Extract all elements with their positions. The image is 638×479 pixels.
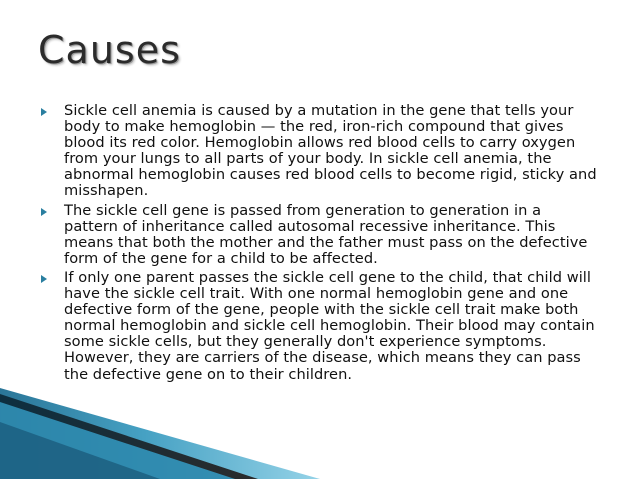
triangle-arrow-icon xyxy=(41,275,47,283)
slide-title: Causes xyxy=(38,28,181,72)
bullet-text: If only one parent passes the sickle cell gene to the child, that child will have the sickle cell trait. With one normal hemoglobin gene and one defective form of the gene, people with the sickle cell trait make both normal hemoglobin and sickle cell hemoglobin. Their blood may contain some sickle cells, but they generally don't experience symptoms. However, they are carriers of the disease, which means they can pass the defective gene on to their children. xyxy=(64,268,595,383)
bullet-text: Sickle cell anemia is caused by a mutation in the gene that tells your body to make hemoglobin — the red, iron-rich compound that gives blood its red color. Hemoglobin allows red blood cells to carry oxygen from your lungs to all parts of your body. In sickle cell anemia, the abnormal hemoglobin causes red blood cells to become rigid, sticky and misshapen. xyxy=(64,102,597,200)
bullet-item xyxy=(38,203,598,267)
bullet-item xyxy=(38,270,598,383)
bullet-text: The sickle cell gene is passed from generation to generation in a pattern of inheritance called autosomal recessive inheritance. This means that both the mother and the father must pass on the defective form of the gene for a child to be affected. xyxy=(64,201,588,267)
triangle-arrow-icon xyxy=(41,108,47,116)
bullet-item xyxy=(38,103,598,200)
bullet-list xyxy=(38,103,598,386)
triangle-arrow-icon xyxy=(41,208,47,216)
